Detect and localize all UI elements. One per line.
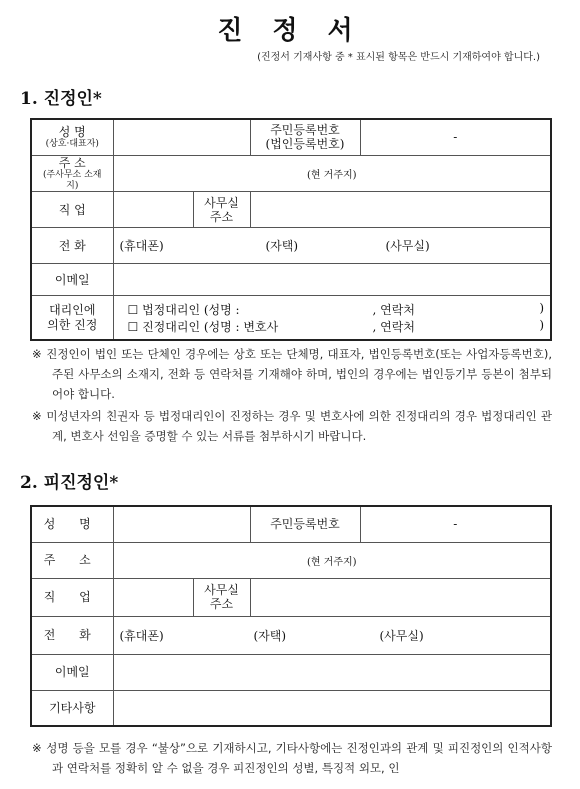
respondent-office-phone-label: (사무실) [379,628,424,643]
name-field[interactable] [113,119,250,155]
respondent-mobile-label: (휴대폰) [119,628,164,643]
respondent-office-address-label: 사무실 주소 [193,578,250,616]
email-field[interactable] [113,264,551,296]
respondent-office-address-field[interactable] [250,578,551,616]
respondent-address-label: 주 소 [31,542,113,578]
section2-heading: 2. 피진정인* [20,473,119,493]
agent-label: 대리인에 의한 진정 [31,296,113,340]
respondent-email-field[interactable] [113,654,551,690]
address-label: 주 소 (주사무소 소재지) [31,155,113,192]
email-label: 이메일 [31,264,113,296]
respondent-job-label: 직 업 [31,578,113,616]
respondent-home-label: (자택) [253,628,287,643]
respondent-etc-field[interactable] [113,690,551,726]
complainant-table [30,118,552,341]
address-field[interactable]: (현 거주지) [113,155,551,192]
respondent-etc-label: 기타사항 [31,690,113,726]
rrn-field[interactable]: - [360,119,551,155]
respondent-table [30,505,552,727]
note-unknown: ※ 성명 등을 모를 경우 “불상”으로 기재하시고, 기타사항에는 진정인과의 관계 및 피진정인의 인적사항과 연락처를 정확히 알 수 없을 경우 피진정인의 성별, 특징적 외모, 인 [32,741,552,775]
attorney-agent-row[interactable]: ☐ 진정대리인 (성명 : 변호사 , 연락처 ) [127,317,544,334]
respondent-notes [32,738,552,780]
office-address-field[interactable] [250,192,551,228]
phone-field[interactable] [113,228,551,264]
mobile-label: (휴대폰) [119,239,164,254]
respondent-name-label: 성 명 [31,506,113,542]
section1-heading: 1. 진정인* [20,89,102,109]
complainant-notes [32,344,552,448]
document-title: 진정서 [217,16,383,46]
respondent-email-label: 이메일 [31,654,113,690]
note-corporation: ※ 진정인이 법인 또는 단체인 경우에는 상호 또는 단체명, 대표자, 법인등록번호(또는 사업자등록번호), 주된 사무소의 소재지, 전화 등 연락처를 기재해야 하며, 법인의 경우에는 법인등기부 등본이 첨부되어야 합니다. [32,347,552,401]
respondent-address-field[interactable]: (현 거주지) [113,542,551,578]
required-notice: (진정서 기재사항 중 * 표시된 항목은 반드시 기재하여야 합니다.) [257,52,540,63]
agent-field [113,296,551,340]
respondent-rrn-label: 주민등록번호 [250,506,360,542]
phone-label: 전 화 [31,228,113,264]
name-label: 성 명 (상호·대표자) [31,119,113,155]
office-address-label: 사무실 주소 [193,192,250,228]
job-field[interactable] [113,192,193,228]
rrn-label: 주민등록번호 (법인등록번호) [250,119,360,155]
respondent-job-field[interactable] [113,578,193,616]
respondent-rrn-field[interactable]: - [360,506,551,542]
note-minor: ※ 미성년자의 친권자 등 법정대리인이 진정하는 경우 및 변호사에 의한 진정대리의 경우 법정대리인 관계, 변호사 선임을 증명할 수 있는 서류를 첨부하시기 바랍니다. [32,409,552,443]
home-phone-label: (자택) [265,239,299,254]
legal-agent-row[interactable]: ☐ 법정대리인 (성명 : , 연락처 ) [127,300,544,317]
respondent-phone-field[interactable] [113,616,551,654]
job-label: 직 업 [31,192,113,228]
respondent-name-field[interactable] [113,506,250,542]
office-phone-label: (사무실) [385,239,430,254]
respondent-phone-label: 전 화 [31,616,113,654]
